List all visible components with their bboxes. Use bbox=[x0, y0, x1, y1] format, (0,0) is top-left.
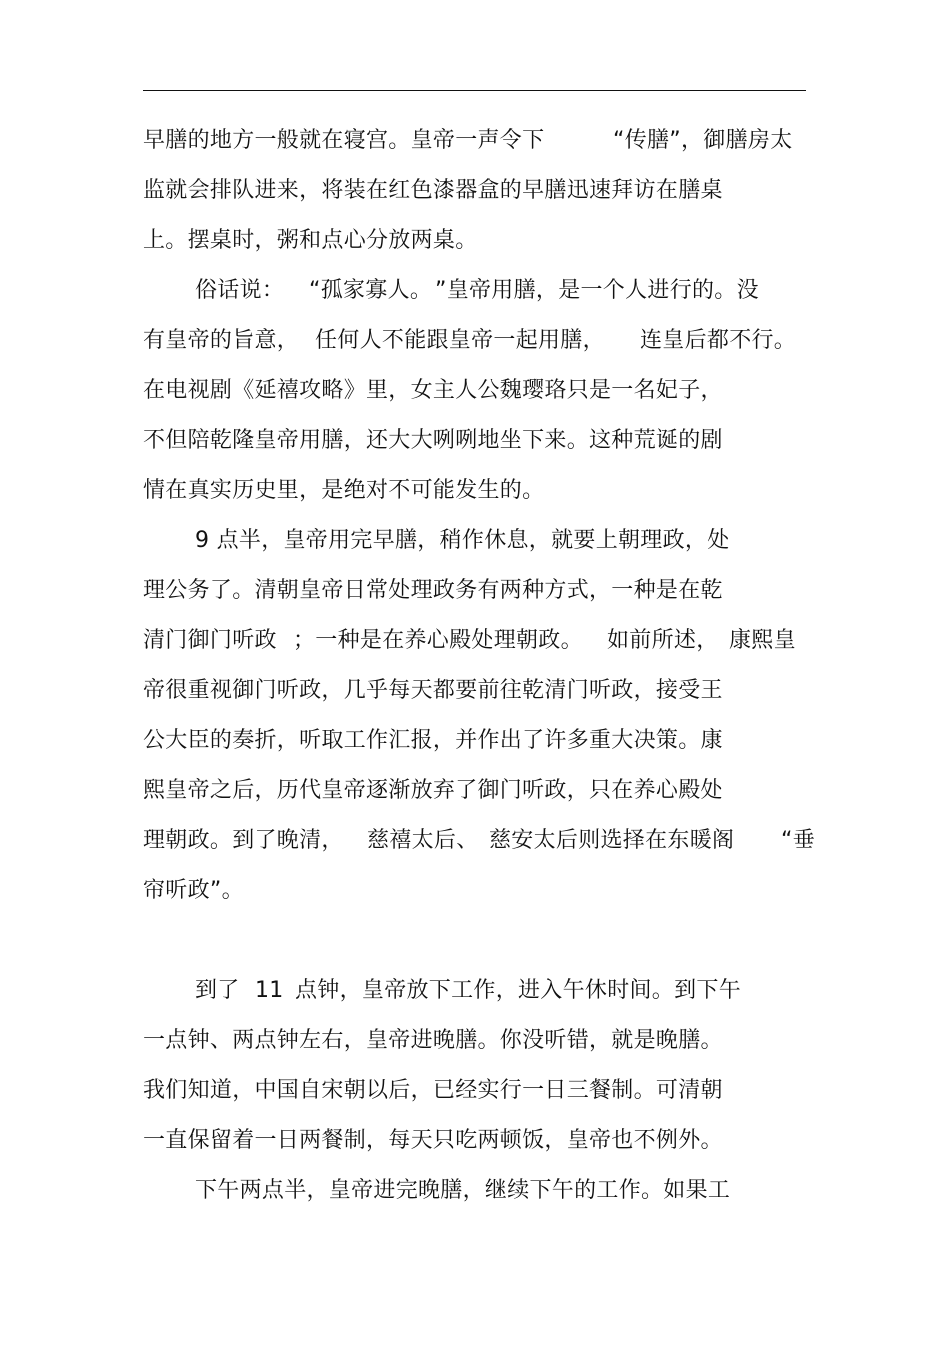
text-segment: 熙皇帝之后，历代皇帝逐渐放弃了御门听政，只在养心殿处 bbox=[143, 778, 723, 803]
text-segment: 清门御门听政 bbox=[143, 628, 277, 653]
text-segment: 11 bbox=[255, 978, 284, 1003]
text-segment: 一点钟、两点钟左右，皇帝进晚膳。你没听错，就是晚膳。 bbox=[143, 1028, 723, 1053]
text-segment: 到了 bbox=[195, 978, 240, 1003]
text-segment: 9 点半，皇帝用完早膳，稍作休息，就要上朝理政，处 bbox=[195, 528, 730, 553]
text-segment: 帘听政”。 bbox=[143, 878, 244, 903]
text-segment: “孤家寡人。 bbox=[309, 278, 433, 303]
text-segment: 在电视剧《延禧攻略》里，女主人公魏璎珞只是一名妃子， bbox=[143, 378, 723, 403]
text-segment: 慈安太后则选择在东暖阁 bbox=[489, 828, 735, 853]
text-segment: 如前所述， bbox=[607, 628, 719, 653]
text-segment: 慈禧太后、 bbox=[367, 828, 479, 853]
text-segment: 公大臣的奏折，听取工作汇报，并作出了许多重大决策。康 bbox=[143, 728, 723, 753]
header-rule bbox=[143, 90, 806, 91]
text-segment: 理朝政。到了晚清， bbox=[143, 828, 344, 853]
text-segment: “垂 bbox=[781, 828, 815, 853]
text-segment: 我们知道，中国自宋朝以后，已经实行一日三餐制。可清朝 bbox=[143, 1078, 723, 1103]
text-segment: 帝很重视御门听政，几乎每天都要前往乾清门听政，接受王 bbox=[143, 678, 723, 703]
text-segment: 任何人不能跟皇帝一起用膳， bbox=[315, 328, 605, 353]
text-segment: “传膳”，御膳房太 bbox=[613, 128, 793, 153]
text-segment: 下午两点半，皇帝进完晚膳，继续下午的工作。如果工 bbox=[195, 1178, 731, 1203]
text-segment: 上。摆桌时，粥和点心分放两桌。 bbox=[143, 228, 478, 253]
text-segment: ”皇帝用膳，是一个人进行的。没 bbox=[435, 278, 759, 303]
text-segment: 情在真实历史里，是绝对不可能发生的。 bbox=[143, 478, 545, 503]
text-segment: ；一种是在养心殿处理朝政。 bbox=[293, 628, 583, 653]
text-segment: 一直保留着一日两餐制，每天只吃两顿饭，皇帝也不例外。 bbox=[143, 1128, 723, 1153]
text-segment: 早膳的地方一般就在寝宫。皇帝一声令下 bbox=[143, 128, 545, 153]
text-segment: 有皇帝的旨意， bbox=[143, 328, 300, 353]
text-segment: 俗话说： bbox=[195, 278, 285, 303]
text-segment: 监就会排队进来，将装在红色漆器盒的早膳迅速拜访在膳桌 bbox=[143, 178, 723, 203]
text-segment: 理公务了。清朝皇帝日常处理政务有两种方式，一种是在乾 bbox=[143, 578, 723, 603]
text-segment: 点钟，皇帝放下工作，进入午休时间。到下午 bbox=[295, 978, 742, 1003]
text-segment: 康熙皇 bbox=[729, 628, 796, 653]
text-segment: 连皇后都不行。 bbox=[640, 328, 797, 353]
text-segment: 不但陪乾隆皇帝用膳，还大大咧咧地坐下来。这种荒诞的剧 bbox=[143, 428, 723, 453]
